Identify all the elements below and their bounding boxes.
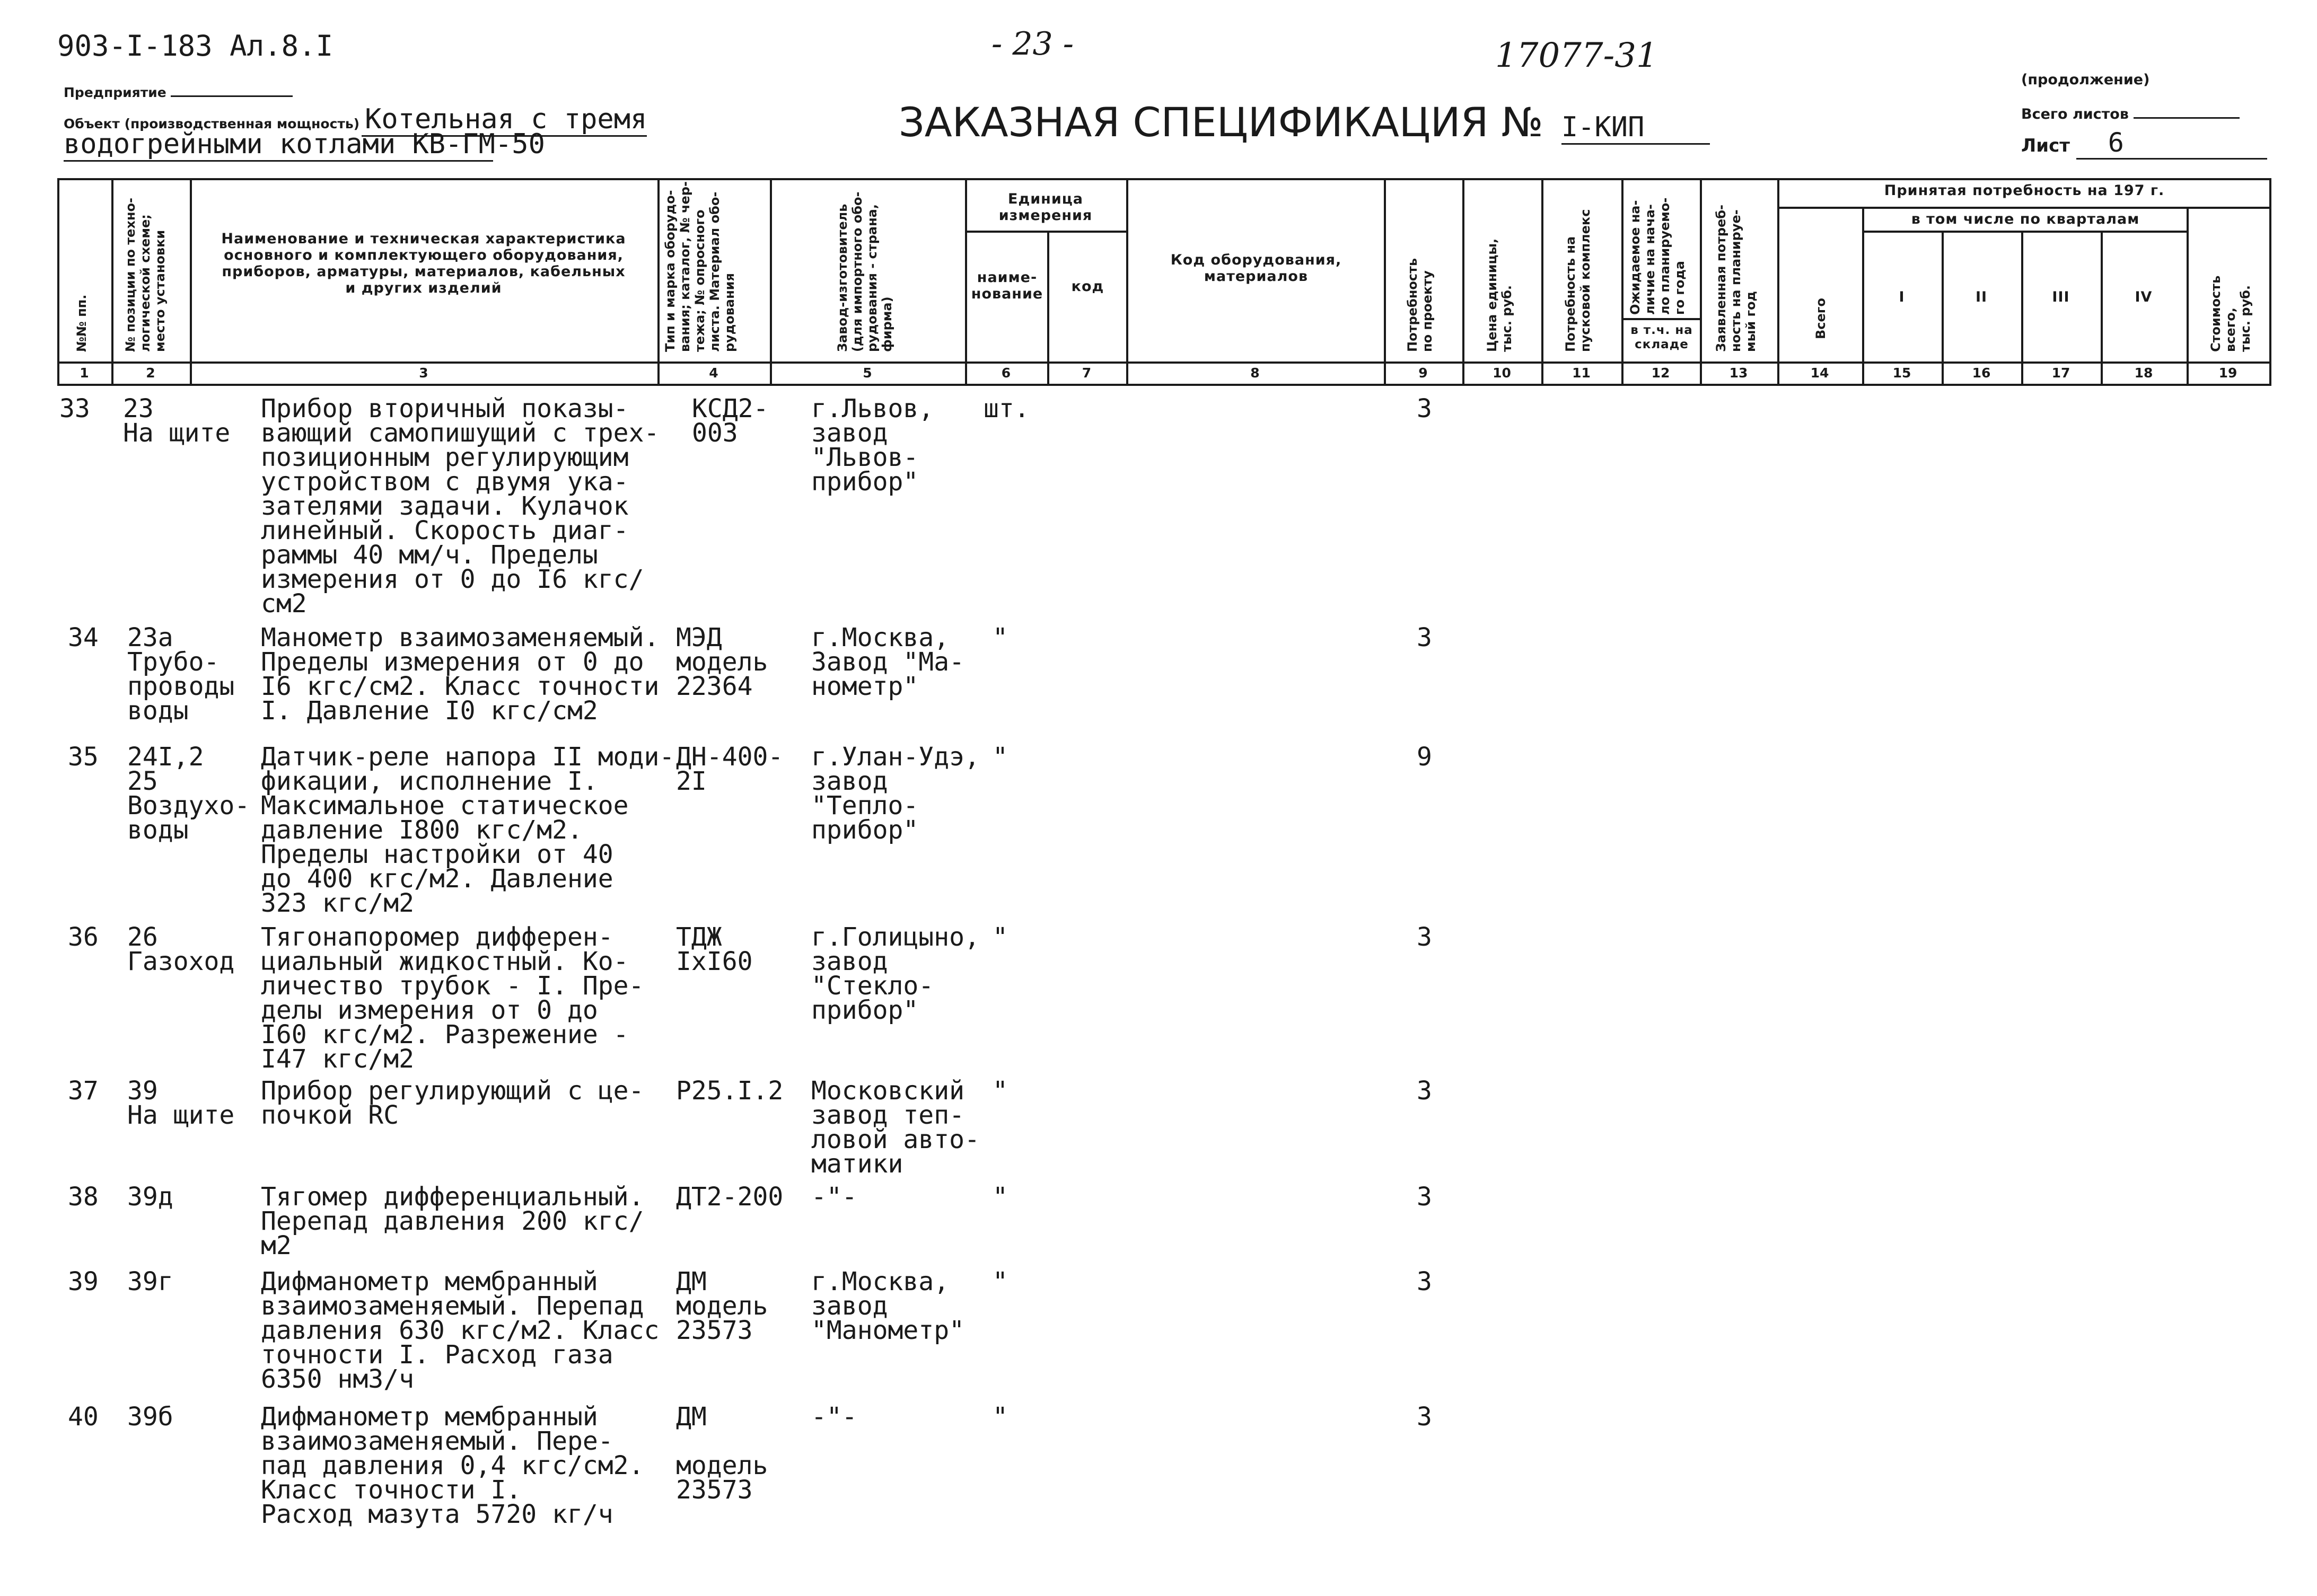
row-quantity: 3 (1417, 394, 1432, 424)
column-number: 2 (146, 365, 155, 381)
header-accepted-need: Принятая потребность на 197 г. (1884, 182, 2165, 199)
header-expected-stock: Ожидаемое на- личие на нача- ло планируемо- го года (1628, 197, 1687, 315)
object-label: Объект (производственная мощность) (64, 116, 360, 131)
column-number: 1 (80, 365, 89, 381)
row-number: 36 (68, 922, 99, 952)
header-q2: II (1975, 289, 1988, 305)
row-type: ТДЖ IxI60 (676, 922, 753, 976)
row-name: Дифманометр мембранный взаимозаменяемый. Пере- пад давления 0,4 кгс/см2. Класс точности I. Расход мазута 5720 кг/ч (261, 1402, 644, 1529)
row-type: Р25.I.2 (676, 1076, 784, 1106)
row-maker: -"- (811, 1402, 857, 1432)
object-value-line2: водогрейными котлами КВ-ГМ-50 (64, 128, 493, 162)
row-unit: " (993, 922, 1008, 952)
row-name: Манометр взаимозаменяемый. Пределы измерения от 0 до I6 кгс/см2. Класс точности I. Давление I0 кгс/см2 (261, 623, 660, 726)
row-maker: г.Москва, завод "Манометр" (811, 1267, 964, 1345)
column-number: 16 (1972, 365, 1991, 381)
column-number: 18 (2134, 365, 2153, 381)
header-total: Всего (1813, 298, 1828, 339)
row-name: Тягонапоромер дифферен- циальный жидкостный. Ко- личество трубок - I. Пре- делы измерения от 0 до I60 кгс/м2. Разрежение - I47 кгс/м2 (261, 922, 644, 1074)
row-position: 39 На щите (127, 1076, 235, 1130)
enterprise-label: Предприятие (64, 85, 293, 100)
row-unit: " (993, 1402, 1008, 1432)
column-number: 5 (863, 365, 872, 381)
header-unit-code: код (1071, 278, 1104, 295)
row-quantity: 3 (1417, 1267, 1432, 1297)
sheets-total: Всего листов (2021, 106, 2240, 122)
header-project-need: Потребность по проекту (1405, 258, 1435, 352)
header-declared-need: Заявленная потреб- ность на планируе- мый год (1714, 205, 1758, 352)
row-number: 35 (68, 742, 99, 772)
header-q3: III (2052, 289, 2070, 305)
column-number: 7 (1082, 365, 1092, 381)
row-maker: г.Голицыно, завод "Стекло- прибор" (811, 922, 980, 1025)
continuation-label: (продолжение) (2021, 72, 2150, 88)
row-position: 24I,2 25 Воздухо- воды (127, 742, 250, 845)
row-maker: Московский завод теп- ловой авто- матики (811, 1076, 980, 1179)
object-value: Котельная с тремя (362, 103, 647, 137)
column-number: 14 (1810, 365, 1829, 381)
column-number: 15 (1892, 365, 1911, 381)
row-name: Прибор вторичный показы- вающий самопишущий с трех- позиционным регулирующим устройством с двумя ука- зателями задачи. Кулачок линейный. Скорость диаг- раммы 40 мм/ч. Пределы измерения от 0 до I6 кгс/ см2 (261, 394, 660, 619)
document-code: 903-I-183 Ал.8.I (57, 29, 333, 63)
header-in-warehouse: в т.ч. на складе (1630, 323, 1693, 351)
row-number: 39 (68, 1267, 99, 1297)
row-maker: г.Львов, завод "Львов- прибор" (811, 394, 934, 497)
row-type: ДМ модель 23573 (676, 1402, 768, 1505)
column-number: 9 (1418, 365, 1428, 381)
header-position: № позиции по техно- логической схеме; место установки (123, 198, 168, 352)
header-startup-need: Потребность на пусковой комплекс (1563, 209, 1593, 352)
row-unit: " (993, 1182, 1008, 1212)
header-q4: IV (2135, 289, 2153, 305)
header-equipment-code: Код оборудования, материалов (1170, 252, 1342, 285)
sheet-number: Лист 6 (2021, 127, 2267, 160)
document-title: ЗАКАЗНАЯ СПЕЦИФИКАЦИЯ № I-КИП (899, 99, 1710, 146)
row-quantity: 3 (1417, 623, 1432, 652)
row-name: Датчик-реле напора II моди- фикации, исполнение I. Максимальное статическое давление I800 кгс/м2. Пределы настройки от 40 до 400 кгс/м2. Давление 323 кгс/м2 (261, 742, 675, 918)
row-number: 33 (59, 394, 90, 424)
row-quantity: 9 (1417, 742, 1432, 772)
row-number: 34 (68, 623, 99, 652)
row-maker: -"- (811, 1182, 857, 1212)
row-position: 39д (127, 1182, 173, 1212)
column-number: 3 (419, 365, 428, 381)
row-unit: " (993, 623, 1008, 652)
row-position: 39г (127, 1267, 173, 1297)
header-unit-name: наиме- нование (971, 269, 1043, 302)
row-maker: г.Улан-Удэ, завод "Тепло- прибор" (811, 742, 980, 845)
row-position: 26 Газоход (127, 922, 235, 976)
column-number: 10 (1493, 365, 1511, 381)
row-type: ДТ2-200 (676, 1182, 784, 1212)
row-number: 40 (68, 1402, 99, 1432)
row-number: 38 (68, 1182, 99, 1212)
row-unit: шт. (984, 394, 1030, 424)
header-q1: I (1899, 289, 1905, 305)
row-quantity: 3 (1417, 1076, 1432, 1106)
row-position: 23 На щите (123, 394, 231, 448)
row-number: 37 (68, 1076, 99, 1106)
handwritten-number: 17077-31 (1495, 36, 1658, 75)
header-row-number: №№ пп. (74, 294, 89, 352)
row-position: 23а Трубо- проводы воды (127, 623, 235, 726)
row-name: Тягомер дифференциальный. Перепад давления 200 кгс/ м2 (261, 1182, 644, 1260)
header-quarters: в том числе по кварталам (1911, 211, 2140, 227)
header-unit-group: Единица измерения (998, 191, 1093, 224)
header-total-cost: Стоимость всего, тыс. руб. (2208, 275, 2253, 352)
header-type: Тип и марка оборудо- вания; каталог, № чер- тежа; № опросного листа. Материал обо- рудования (663, 181, 737, 352)
title-number: I-КИП (1561, 111, 1710, 145)
row-unit: " (993, 1267, 1008, 1297)
row-quantity: 3 (1417, 1182, 1432, 1212)
page-number: - 23 - (991, 25, 1074, 63)
row-quantity: 3 (1417, 1402, 1432, 1432)
header-name: Наименование и техническая характеристика основного и комплектующего оборудования, приборов, арматуры, материалов, кабельных и других изделий (221, 231, 626, 296)
header-maker: Завод-изготовитель (для импортного обо- рудования - страна, фирма) (835, 191, 894, 352)
row-name: Дифманометр мембранный взаимозаменяемый. Перепад давления 630 кгс/м2. Класс точности I. Расход газа 6350 нм3/ч (261, 1267, 660, 1394)
column-number: 12 (1651, 365, 1670, 381)
row-maker: г.Москва, Завод "Ма- нометр" (811, 623, 964, 701)
column-number: 19 (2218, 365, 2237, 381)
header-unit-price: Цена единицы, тыс. руб. (1485, 238, 1514, 352)
row-type: МЭД модель 22364 (676, 623, 768, 701)
column-number: 17 (2051, 365, 2070, 381)
row-quantity: 3 (1417, 922, 1432, 952)
row-type: КСД2- 003 (692, 394, 769, 448)
column-number: 11 (1572, 365, 1591, 381)
row-name: Прибор регулирующий с це- почкой RC (261, 1076, 644, 1130)
row-position: 39б (127, 1402, 173, 1432)
row-unit: " (993, 742, 1008, 772)
column-number: 13 (1729, 365, 1748, 381)
row-type: ДН-400- 2I (676, 742, 784, 796)
row-unit: " (993, 1076, 1008, 1106)
row-type: ДМ модель 23573 (676, 1267, 768, 1345)
column-number: 6 (1001, 365, 1011, 381)
column-number: 8 (1250, 365, 1260, 381)
column-number: 4 (709, 365, 718, 381)
